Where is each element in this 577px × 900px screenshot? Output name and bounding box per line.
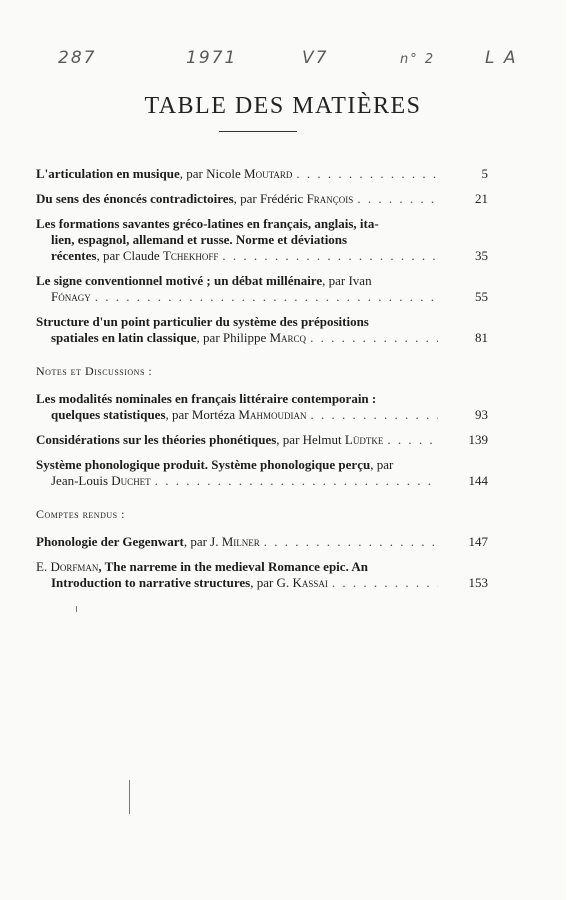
- toc-comptes: [36, 534, 488, 591]
- entry-title: quelques statistiques: [51, 407, 166, 422]
- table-of-contents: [36, 166, 488, 600]
- toc-entry[interactable]: [36, 216, 488, 264]
- handwritten-number: 287: [58, 48, 97, 68]
- entry-title: Phonologie der Gegenwart: [36, 534, 184, 549]
- entry-title-cont: , The narreme in the medieval Romance epic. An: [98, 559, 368, 574]
- entry-title: Le signe conventionnel motivé ; un débat millénaire: [36, 273, 323, 288]
- entry-prefix: Jean-Louis: [51, 473, 112, 488]
- toc-entry-line: [36, 457, 442, 473]
- title-rule: [219, 131, 297, 132]
- entry-author: Marcq: [269, 330, 307, 345]
- toc-entry-line: [36, 216, 442, 232]
- toc-entry[interactable]: [36, 273, 488, 305]
- entry-title: spatiales en latin classique: [51, 330, 197, 345]
- toc-entry-line-text: [51, 330, 306, 346]
- leader-dots: [296, 166, 438, 182]
- handwritten-initials: L A: [485, 48, 518, 68]
- toc-entry[interactable]: [36, 534, 488, 550]
- toc-entry[interactable]: [36, 559, 488, 591]
- toc-entry[interactable]: [36, 191, 488, 207]
- toc-entry-line-text: [36, 534, 260, 550]
- entry-byline: , par Nicole: [179, 166, 245, 181]
- toc-entry-line: [36, 289, 442, 305]
- toc-entry-line: [36, 191, 442, 207]
- handwritten-volume: V7: [302, 48, 329, 68]
- toc-entry-line-text: [36, 273, 372, 289]
- toc-entry-line: [36, 432, 442, 448]
- toc-entry-line-text: [51, 248, 218, 264]
- leader-dots: [357, 191, 438, 207]
- scan-mark: [129, 780, 130, 814]
- toc-entry-text: [36, 559, 488, 591]
- entry-title: lien, espagnol, allemand et russe. Norme et déviations: [51, 232, 348, 247]
- page-number: 55: [475, 289, 488, 304]
- toc-entry-line-text: [36, 457, 393, 473]
- toc-entry-line-text: [36, 314, 369, 330]
- toc-entry-line-text: [51, 289, 91, 305]
- entry-byline: , par Frédéric: [233, 191, 307, 206]
- leader-dots: [310, 330, 438, 346]
- toc-entry-line: [36, 248, 442, 264]
- leader-dots: [222, 248, 438, 264]
- scan-mark: [76, 606, 77, 612]
- handwritten-issue: n° 2: [400, 52, 436, 67]
- section-notes-heading: Notes et Discussions :: [36, 364, 153, 378]
- toc-entry[interactable]: [36, 166, 488, 182]
- toc-entry-text: [36, 314, 488, 346]
- entry-author: Milner: [221, 534, 260, 549]
- toc-entry-line: [36, 407, 442, 423]
- entry-title: Structure d'un point particulier du système des prépositions: [36, 314, 369, 329]
- toc-entry-text: [36, 534, 488, 550]
- toc-entry-line-text: [51, 407, 306, 423]
- toc-entry-line-text: [36, 391, 376, 407]
- entry-byline: , par Ivan: [322, 273, 372, 288]
- toc-entry-text: [36, 273, 488, 305]
- page-number: 35: [475, 248, 488, 263]
- page-edge: [566, 0, 577, 900]
- page-number: 144: [468, 473, 488, 488]
- leader-dots: [387, 432, 438, 448]
- leader-dots: [155, 473, 438, 489]
- entry-byline: , par Claude: [96, 248, 163, 263]
- page-number: 153: [468, 575, 488, 590]
- page-number: 147: [468, 534, 488, 549]
- toc-entry-line: [36, 166, 442, 182]
- entry-author: Moutard: [244, 166, 293, 181]
- entry-byline: , par: [370, 457, 394, 472]
- toc-articles: [36, 166, 488, 346]
- entry-prefix: E.: [36, 559, 51, 574]
- leader-dots: [264, 534, 438, 550]
- toc-entry-line: [36, 232, 442, 248]
- entry-author: Tchekhoff: [162, 248, 219, 263]
- toc-entry-line: [36, 314, 442, 330]
- toc-entry-line: [36, 534, 442, 550]
- entry-author: François: [306, 191, 354, 206]
- page-number: 81: [475, 330, 488, 345]
- page-title: TABLE DES MATIÈRES: [144, 93, 422, 119]
- leader-dots: [95, 289, 438, 305]
- toc-entry-line-text: [36, 432, 383, 448]
- toc-entry-text: [36, 166, 488, 182]
- toc-entry-line-text: [36, 166, 292, 182]
- toc-entry-text: [36, 216, 488, 264]
- section-comptes-heading: Comptes rendus :: [36, 507, 125, 521]
- toc-entry-text: [36, 432, 488, 448]
- toc-entry-line: [36, 559, 442, 575]
- toc-entry[interactable]: [36, 432, 488, 448]
- toc-notes: [36, 391, 488, 489]
- entry-author: Lüdtke: [344, 432, 384, 447]
- entry-title: Les modalités nominales en français littéraire contemporain :: [36, 391, 377, 406]
- toc-entry-line-text: [36, 191, 353, 207]
- entry-author: Mahmoudian: [238, 407, 307, 422]
- toc-entry-line: [36, 330, 442, 346]
- toc-entry[interactable]: [36, 314, 488, 346]
- page-number: 93: [475, 407, 488, 422]
- entry-title: Les formations savantes gréco-latines en français, anglais, ita-: [36, 216, 379, 231]
- toc-entry-text: [36, 391, 488, 423]
- toc-entry[interactable]: [36, 457, 488, 489]
- page-number: 5: [481, 166, 488, 181]
- entry-byline: , par Mortéza: [165, 407, 239, 422]
- entry-author: Duchet: [111, 473, 151, 488]
- page-number: 21: [475, 191, 488, 206]
- toc-entry-text: [36, 191, 488, 207]
- entry-byline: , par Philippe: [196, 330, 270, 345]
- toc-entry-text: [36, 457, 488, 489]
- handwritten-year: 1971: [186, 48, 238, 68]
- toc-entry-line-text: [36, 216, 379, 232]
- toc-entry-line-text: [36, 559, 368, 575]
- entry-title: récentes: [51, 248, 97, 263]
- leader-dots: [332, 575, 438, 591]
- entry-title: Introduction to narrative structures: [51, 575, 251, 590]
- entry-byline: , par G.: [250, 575, 293, 590]
- entry-title: L'articulation en musique: [36, 166, 180, 181]
- toc-entry-line: [36, 391, 442, 407]
- entry-title: Du sens des énoncés contradictoires: [36, 191, 234, 206]
- toc-entry-line-text: [51, 232, 347, 248]
- toc-entry-line: [36, 273, 442, 289]
- entry-byline: , par Helmut: [276, 432, 345, 447]
- entry-byline: , par J.: [183, 534, 222, 549]
- toc-entry-line-text: [51, 575, 328, 591]
- toc-entry-line: [36, 473, 442, 489]
- entry-title: Considérations sur les théories phonétiques: [36, 432, 277, 447]
- page-number: 139: [468, 432, 488, 447]
- toc-entry[interactable]: [36, 391, 488, 423]
- entry-author: Kassai: [292, 575, 328, 590]
- entry-title: Système phonologique produit. Système phonologique perçu: [36, 457, 371, 472]
- toc-entry-line: [36, 575, 442, 591]
- toc-entry-line-text: [51, 473, 151, 489]
- entry-author: Dorfman: [50, 559, 99, 574]
- entry-author: Fónagy: [51, 289, 91, 304]
- leader-dots: [310, 407, 438, 423]
